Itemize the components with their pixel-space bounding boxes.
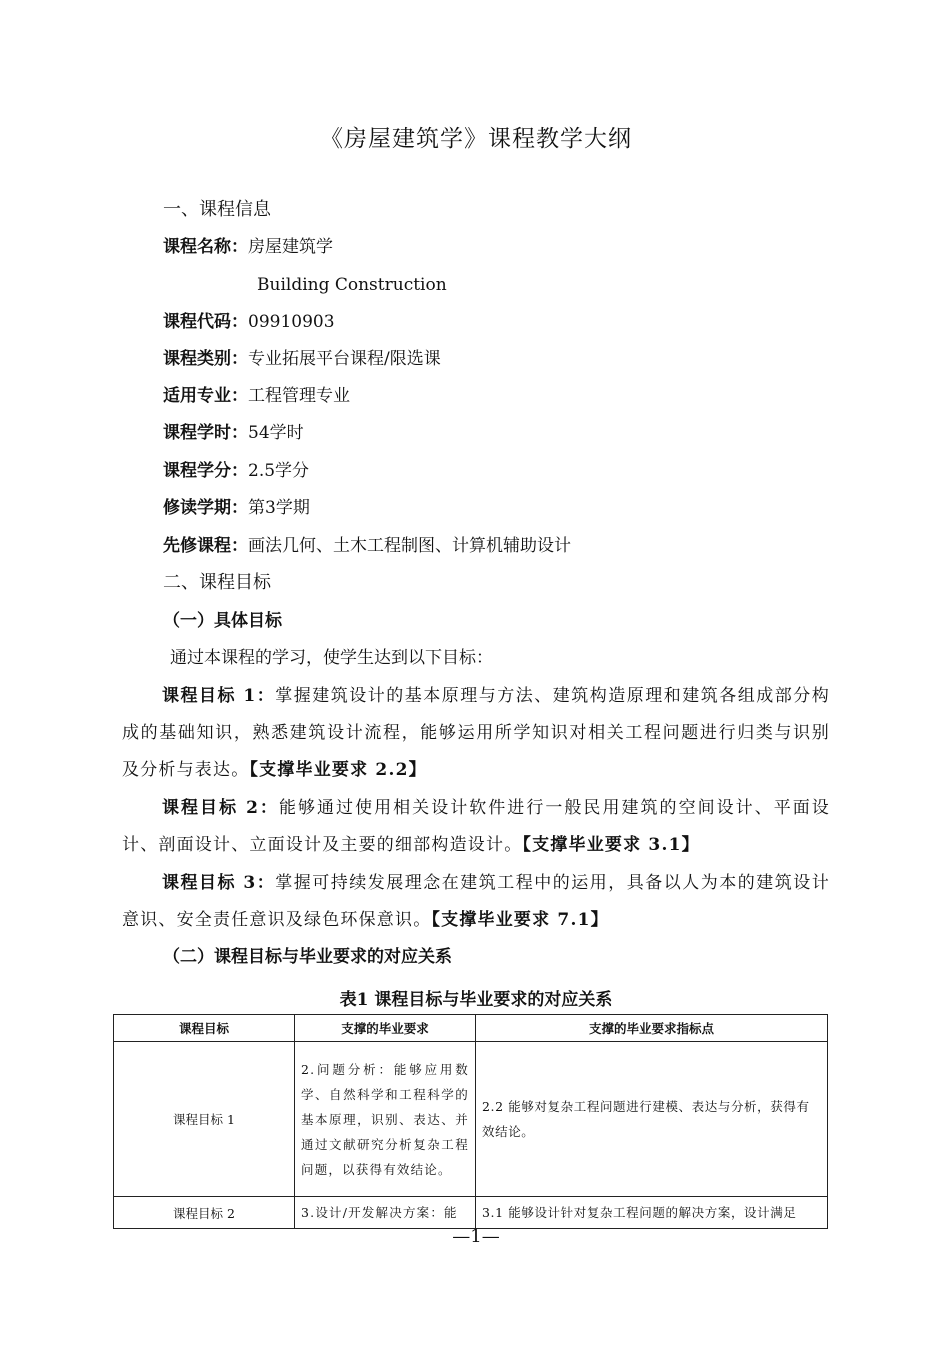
table-header-row <box>114 1015 828 1042</box>
info-credits <box>163 459 309 483</box>
goal-label: 课程目标 3： <box>162 873 276 893</box>
document-title: 《房屋建筑学》课程教学大纲 <box>320 126 632 152</box>
info-label: 修读学期： <box>163 498 248 518</box>
info-value: 09910903 <box>248 312 335 332</box>
table-caption: 表1 课程目标与毕业要求的对应关系 <box>339 990 613 1010</box>
info-value: 54学时 <box>248 423 304 443</box>
section-heading-course-info: 一、课程信息 <box>163 199 271 220</box>
goal-paragraph-2 <box>122 790 830 864</box>
info-value: 专业拓展平台课程/限选课 <box>248 349 441 369</box>
section-heading-course-goals: 二、课程目标 <box>163 572 271 593</box>
goal-text: 能够通过使用相关设计软件进行一般民用建筑的空间设计、平面设计、剖面设计、立面设计及主要的细部构造设计。 <box>122 798 830 855</box>
page-number: —1— <box>452 1226 500 1247</box>
goal-mapping-table <box>113 1014 828 1229</box>
info-label: 课程类别： <box>163 349 248 369</box>
subsection-heading-specific-goals: （一）具体目标 <box>163 611 282 631</box>
goal-label: 课程目标 2： <box>162 798 279 818</box>
info-course-code <box>163 310 335 334</box>
table-cell-goal: 课程目标 2 <box>114 1197 295 1229</box>
info-label: 适用专业： <box>163 386 248 406</box>
info-label: 课程名称： <box>163 237 248 257</box>
info-course-name <box>163 235 333 259</box>
info-value: 2.5学分 <box>248 461 310 481</box>
table-header-cell: 支撑的毕业要求指标点 <box>476 1015 828 1042</box>
table-header-cell: 课程目标 <box>114 1015 295 1042</box>
table-cell-indicator: 2.2 能够对复杂工程问题进行建模、表达与分析，获得有效结论。 <box>476 1042 828 1197</box>
info-value: 画法几何、土木工程制图、计算机辅助设计 <box>248 536 571 556</box>
goal-support: 【支撑毕业要求 2.2】 <box>249 760 427 780</box>
info-course-category <box>163 347 441 371</box>
info-value: 第3学期 <box>248 498 310 518</box>
info-value: Building Construction <box>257 275 447 295</box>
info-course-name-english <box>257 273 447 297</box>
info-major <box>163 384 350 408</box>
goal-label: 课程目标 1： <box>162 686 276 706</box>
goal-paragraph-1 <box>122 678 830 789</box>
table-header-cell: 支撑的毕业要求 <box>295 1015 476 1042</box>
info-label: 课程代码： <box>163 312 248 332</box>
table-cell-requirement: 2.问题分析：能够应用数学、自然科学和工程科学的基本原理，识别、表达、并通过文献研究分析复杂工程问题，以获得有效结论。 <box>295 1042 476 1197</box>
table-row <box>114 1197 828 1229</box>
info-prerequisites <box>163 534 571 558</box>
goal-text: 掌握建筑设计的基本原理与方法、建筑构造原理和建筑各组成部分构成的基础知识，熟悉建筑设计流程，能够运用所学知识对相关工程问题进行归类与识别及分析与表达。 <box>122 686 830 780</box>
info-value: 工程管理专业 <box>248 386 350 406</box>
table-row <box>114 1042 828 1197</box>
info-label: 先修课程： <box>163 536 248 556</box>
goals-intro: 通过本课程的学习，使学生达到以下目标： <box>170 648 493 668</box>
table-cell-goal: 课程目标 1 <box>114 1042 295 1197</box>
info-label: 课程学分： <box>163 461 248 481</box>
info-semester <box>163 496 310 520</box>
table-cell-requirement: 3.设计/开发解决方案：能 <box>295 1197 476 1229</box>
goal-support: 【支撑毕业要求 7.1】 <box>431 910 609 930</box>
goal-text: 掌握可持续发展理念在建筑工程中的运用，具备以人为本的建筑设计意识、安全责任意识及绿色环保意识。 <box>122 873 830 930</box>
info-hours <box>163 421 304 445</box>
table-cell-indicator: 3.1 能够设计针对复杂工程问题的解决方案，设计满足 <box>476 1197 828 1229</box>
info-label: 课程学时： <box>163 423 248 443</box>
goal-support: 【支撑毕业要求 3.1】 <box>522 835 700 855</box>
goal-paragraph-3 <box>122 865 830 939</box>
subsection-heading-goal-mapping: （二）课程目标与毕业要求的对应关系 <box>163 947 452 967</box>
info-value: 房屋建筑学 <box>248 237 333 257</box>
